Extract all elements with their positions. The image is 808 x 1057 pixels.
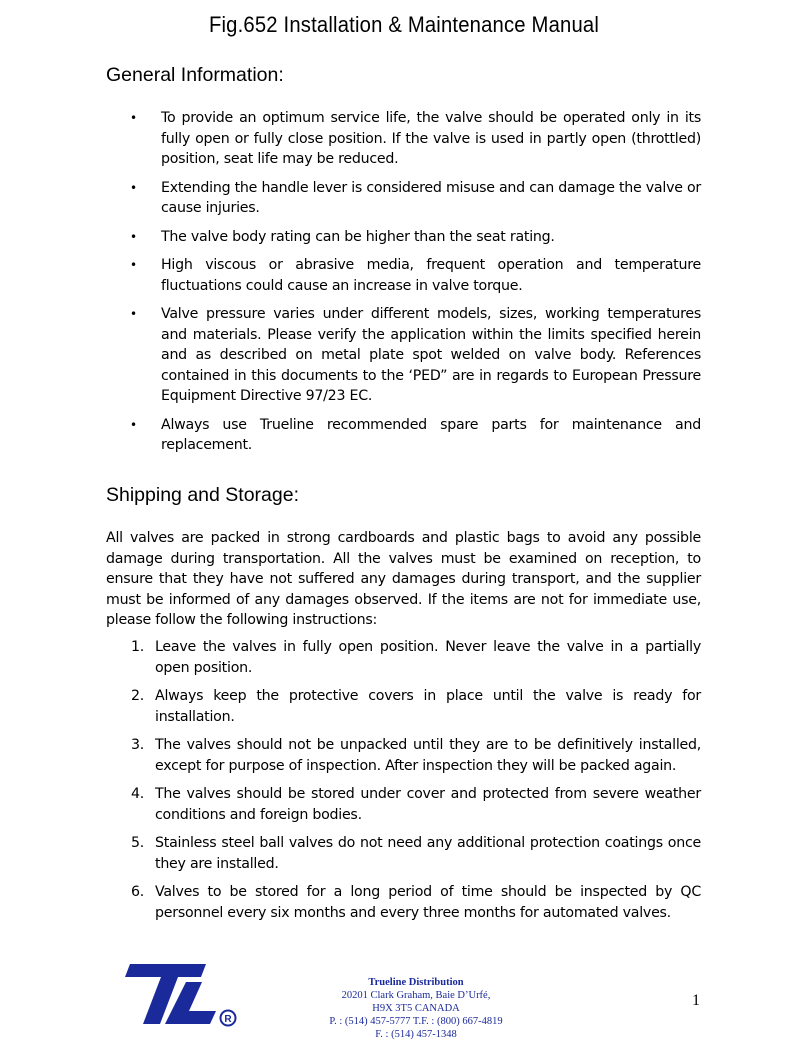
general-information-list	[130, 108, 701, 464]
list-item	[130, 227, 701, 248]
list-item	[130, 255, 701, 296]
address-line-2: H9X 3T5 CANADA	[372, 1003, 460, 1014]
list-item-text: High viscous or abrasive media, frequent operation and temperature fluctuations could cause an increase in valve torque.	[161, 257, 701, 294]
phone-numbers: P. : (514) 457-5777 T.F. : (800) 667-4819	[329, 1016, 503, 1027]
step-text: Leave the valves in fully open position. Never leave the valve in a partially open position.	[155, 639, 701, 676]
step-text: Stainless steel ball valves do not need any additional protection coatings once they are installed.	[155, 835, 701, 872]
list-item	[130, 108, 701, 170]
page-number: 1	[692, 992, 700, 1009]
storage-instructions-list	[131, 637, 701, 931]
bullet-icon: •	[130, 229, 137, 244]
list-item	[131, 735, 701, 776]
footer-contact-block	[316, 976, 516, 1041]
step-number: 5.	[131, 835, 145, 851]
trueline-logo	[120, 962, 240, 1028]
list-item	[131, 686, 701, 727]
list-item-text: Extending the handle lever is considered misuse and can damage the valve or cause injuries.	[161, 179, 701, 216]
general-information-heading: General Information:	[106, 64, 284, 86]
step-number: 2.	[131, 688, 145, 704]
step-number: 1.	[131, 639, 145, 655]
list-item	[130, 415, 701, 456]
bullet-icon: •	[130, 417, 137, 432]
bullet-icon: •	[130, 180, 137, 195]
list-item	[131, 833, 701, 874]
step-text: The valves should not be unpacked until they are to be definitively installed, except for purpose of inspection. After inspection they will be packed again.	[155, 737, 701, 774]
list-item-text: Always use Trueline recommended spare parts for maintenance and replacement.	[161, 416, 701, 453]
list-item-text: The valve body rating can be higher than the seat rating.	[161, 228, 555, 245]
list-item	[131, 784, 701, 825]
list-item	[131, 882, 701, 923]
list-item-text: Valve pressure varies under different models, sizes, working temperatures and materials. Please verify the application within the limits specified herein and as described on metal plate spot welded on valve body. References contained in this documents to the ‘PED” are in regards to European Pressure Equipment Directive 97/23 EC.	[161, 306, 701, 404]
fax-number: F. : (514) 457-1348	[375, 1029, 457, 1040]
bullet-icon: •	[130, 307, 137, 321]
step-text: The valves should be stored under cover and protected from severe weather conditions and foreign bodies.	[155, 786, 701, 823]
step-number: 6.	[131, 884, 145, 900]
shipping-intro-paragraph: All valves are packed in strong cardboards and plastic bags to avoid any possible damage during transportation. All the valves must be examined on reception, to ensure that they have not suffered any damages during transport, and the supplier must be informed of any damages observed. If the items are not for immediate use, please follow the following instructions:	[106, 530, 701, 628]
shipping-storage-heading: Shipping and Storage:	[106, 484, 299, 506]
page-title: Fig.652 Installation & Maintenance Manual	[208, 12, 600, 37]
step-text: Valves to be stored for a long period of time should be inspected by QC personnel every six months and every three months for automated valves.	[155, 884, 701, 921]
logo-registered-letter: R	[224, 1014, 232, 1025]
bullet-icon: •	[130, 111, 137, 125]
company-name: Trueline Distribution	[368, 977, 464, 988]
step-number: 4.	[131, 786, 145, 802]
step-number: 3.	[131, 737, 145, 753]
bullet-icon: •	[130, 258, 137, 272]
list-item	[130, 178, 701, 219]
address-line-1: 20201 Clark Graham, Baie D’Urfé,	[341, 990, 491, 1001]
list-item-text: To provide an optimum service life, the valve should be operated only in its fully open or fully close position. If the valve is used in partly open (throttled) position, seat life may be reduced.	[161, 110, 701, 167]
list-item	[131, 637, 701, 678]
step-text: Always keep the protective covers in place until the valve is ready for installation.	[155, 688, 701, 725]
list-item	[130, 304, 701, 407]
